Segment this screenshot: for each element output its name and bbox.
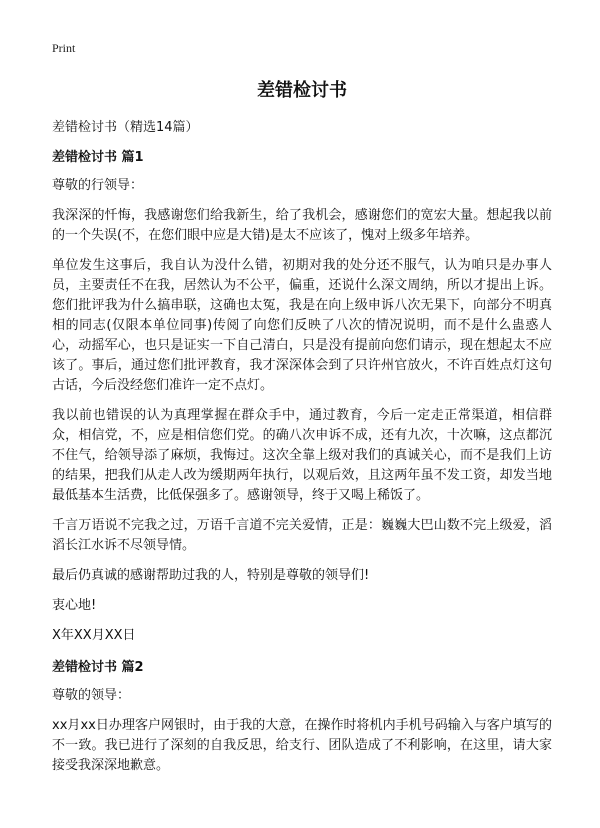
date-line: X年XX月XX日 bbox=[52, 628, 136, 643]
print-link[interactable]: Print bbox=[52, 41, 76, 55]
paragraph: 我以前也错误的认为真理掌握在群众手中，通过教育，今后一定走正常渠道，相信群众，相信党，不，应是相信您们党。的确八次申诉不成，还有九次，十次嘛，这点都沉不住气，给领导添了麻烦，我悔过。这次全靠上级对我们的真诚关心，而不是我们上访的结果，把我们从走人改为缓期两年执行，以观后效，且这两年虽不发工资，却发当地最低基本生活费，比低保强多了。感谢领导，终于又喝上稀饭了。 bbox=[52, 408, 552, 503]
document-page bbox=[52, 40, 552, 786]
document-title: 差错检讨书 bbox=[257, 80, 347, 101]
paragraph: 千言万语说不完我之过，万语千言道不完关爱情，正是：巍巍大巴山数不完上级爱，滔滔长江水诉不尽领导情。 bbox=[52, 518, 552, 553]
paragraph: 单位发生这事后，我自认为没什么错，初期对我的处分还不服气，认为咱只是办事人员，主要责任不在我，居然认为不公平，偏重，还说什么深文周纳，所以才提出上诉。您们批评我为什么搞串联，这确也太冤，我是在向上级申诉八次无果下，向部分不明真相的同志(仅限本单位同事)传阅了向您们反映了八次的情况说明，而不是什么蛊惑人心，动摇军心，也只是证实一下自己清白，只是没有提前向您们请示，现在想起太不应该了。事后，通过您们批评教育，我才深深体会到了只许州官放火，不许百姓点灯这句古话，今后没经您们准许一定不点灯。 bbox=[52, 258, 552, 393]
section-heading: 差错检讨书 篇2 bbox=[52, 660, 144, 675]
section-heading: 差错检讨书 篇1 bbox=[52, 150, 144, 165]
salutation: 尊敬的行领导： bbox=[52, 178, 144, 193]
paragraph: 我深深的忏悔，我感谢您们给我新生，给了我机会，感谢您们的宽宏大量。想起我以前的一个失误(不，在您们眼中应是大错)是太不应该了，愧对上级多年培养。 bbox=[52, 208, 552, 243]
paragraph: 最后仍真诚的感谢帮助过我的人，特别是尊敬的领导们! bbox=[52, 568, 370, 583]
salutation: 尊敬的领导： bbox=[52, 688, 131, 703]
paragraph: xx月xx日办理客户网银时，由于我的大意，在操作时将机内手机号码输入与客户填写的不一致。我已进行了深刻的自我反思，给支行、团队造成了不利影响，在这里，请大家接受我深深地歉意。 bbox=[52, 718, 552, 773]
closing: 衷心地! bbox=[52, 598, 97, 613]
section-1 bbox=[52, 148, 552, 646]
section-2 bbox=[52, 658, 552, 776]
document-subtitle: 差错检讨书（精选14篇） bbox=[52, 120, 199, 135]
